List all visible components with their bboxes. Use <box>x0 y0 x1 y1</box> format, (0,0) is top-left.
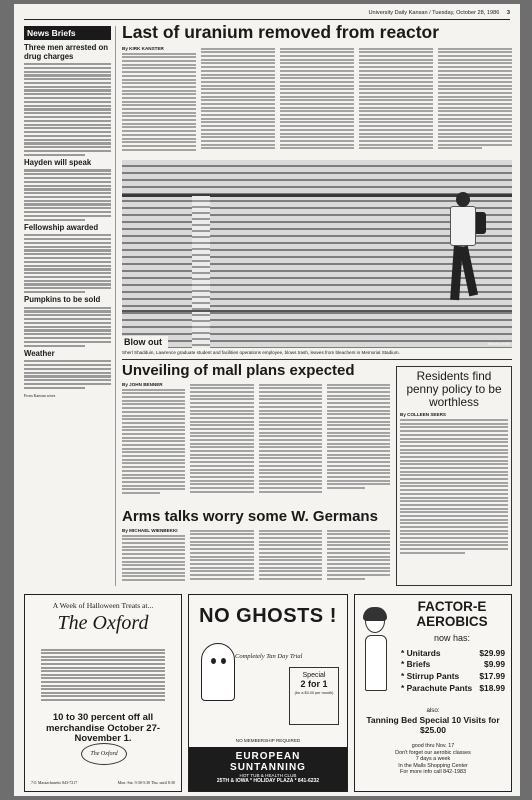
price-row: * Stirrup Pants $17.99 <box>401 670 505 681</box>
mall-byline: By JOHN BENNER <box>122 382 163 387</box>
special-fine-print: (for a $3.00 per month) <box>294 691 334 695</box>
ad-row <box>24 594 512 792</box>
stadium-photo <box>122 160 512 348</box>
residents-byline: By COLLEEN SEERS <box>400 412 446 418</box>
story-column <box>122 528 185 588</box>
brief-hayden <box>24 159 111 221</box>
page-number: 3 <box>506 10 510 16</box>
brief-title: Fellowship awarded <box>24 222 99 232</box>
special-offer-box <box>289 667 339 725</box>
special-offer: 2 for 1 <box>300 679 328 689</box>
photo-tag: Blow out <box>122 336 168 348</box>
price-list <box>401 647 505 693</box>
ghosts-tagline: Completely Tan Day Trial <box>235 653 303 660</box>
story-column <box>201 46 275 158</box>
brand-address: 25TH & IOWA * HOLIDAY PLAZA * 841-6232 <box>216 778 320 784</box>
photo-caption: Sherl Shadduin, Lawrence graduate student and facilities operations employee, blows trash, leaves from bleachers in Memorial Stadium. <box>122 350 400 355</box>
arms-headline: Arms talks worry some W. Germans <box>122 508 378 525</box>
residents-headline: Residents find penny policy to be worthless <box>406 369 502 409</box>
brief-weather <box>24 350 111 389</box>
story-column <box>359 46 433 158</box>
story-column <box>259 528 322 588</box>
mall-headline: Unveiling of mall plans expected <box>122 362 355 379</box>
factor-e-info: good thru Nov. 17 Don't forget our aerobic classes 7 days a week In the Malls Shopping Center For more info call 842-1983 <box>395 743 471 776</box>
no-membership: NO MEMBERSHIP REQUIRED <box>235 738 301 743</box>
story-column <box>190 382 253 504</box>
factor-e-ad <box>354 594 512 792</box>
oxford-seal: The Oxford <box>81 743 127 765</box>
brief-title: Pumpkins to be sold <box>24 295 101 305</box>
story-column <box>122 382 185 504</box>
worker-figure <box>444 192 488 342</box>
brand-line-1: EUROPEAN <box>235 751 301 762</box>
brief-title: Three men arrested on drug charges <box>24 43 109 61</box>
story-column <box>327 528 390 588</box>
news-briefs-label: News Briefs <box>24 26 111 40</box>
brief-fellowship <box>24 224 111 293</box>
factor-e-title: FACTOR-E AEROBICS <box>416 599 488 629</box>
no-ghosts-ad <box>188 594 348 792</box>
story-column <box>280 46 354 158</box>
arms-byline: By MICHAEL WIENBEKKI <box>122 528 178 533</box>
brief-drug-arrests <box>24 44 111 156</box>
news-briefs-column <box>24 26 116 586</box>
woman-illustration-icon <box>361 609 391 709</box>
story-column <box>400 419 508 554</box>
page-header <box>24 8 510 20</box>
oxford-name: The Oxford <box>57 612 149 634</box>
tanning-special: Tanning Bed Special 10 Visits for $25.00 <box>366 715 500 735</box>
oxford-top-line: A Week of Halloween Treats at... <box>52 601 154 610</box>
date-line: University Daily Kansan / Tuesday, October 28, 1986 <box>368 10 500 16</box>
lead-byline: By KIRK KANSTER <box>122 46 164 51</box>
residents-story-box <box>396 366 512 586</box>
brief-title: Hayden will speak <box>24 157 92 167</box>
european-suntanning-band <box>189 747 347 791</box>
mall-story-body <box>122 382 390 504</box>
oxford-body-text <box>41 647 165 703</box>
photo-credit: Kansan photo <box>487 342 510 346</box>
brief-title: Weather <box>24 348 55 358</box>
oxford-footer <box>31 780 175 785</box>
ghost-icon <box>201 643 235 701</box>
special-label: Special <box>302 672 326 679</box>
oxford-sale: 10 to 30 percent off all merchandise October 27-November 1. <box>45 712 161 744</box>
lead-story-body <box>122 46 512 158</box>
factor-e-now-has: now has: <box>433 633 471 643</box>
newspaper-page <box>14 4 520 796</box>
brand-line-2: SUNTANNING <box>230 762 306 773</box>
factor-e-also: also: <box>426 707 440 714</box>
arms-story-body <box>122 528 390 588</box>
price-row: * Parachute Pants $18.99 <box>401 682 505 693</box>
price-row: * Unitards $29.99 <box>401 647 505 658</box>
lead-headline: Last of uranium removed from reactor <box>122 22 440 42</box>
story-column <box>327 382 390 504</box>
story-column <box>122 46 196 158</box>
oxford-address: 711 Massachusetts 843-7217 <box>31 780 78 785</box>
price-row: * Briefs $9.99 <box>401 659 505 670</box>
divider <box>122 359 512 360</box>
story-column <box>438 46 512 158</box>
story-column <box>190 528 253 588</box>
brief-pumpkins <box>24 296 111 347</box>
briefs-credit: From Kansan wires <box>24 392 56 398</box>
oxford-hours: Mon.-Sat. 9:30-5:30 Thu. until 8:30 <box>117 780 175 785</box>
story-column <box>259 382 322 504</box>
ghosts-title: NO GHOSTS ! <box>199 605 337 627</box>
oxford-ad <box>24 594 182 792</box>
brand-sub: HOT TUB & HEALTH CLUB <box>239 773 297 778</box>
